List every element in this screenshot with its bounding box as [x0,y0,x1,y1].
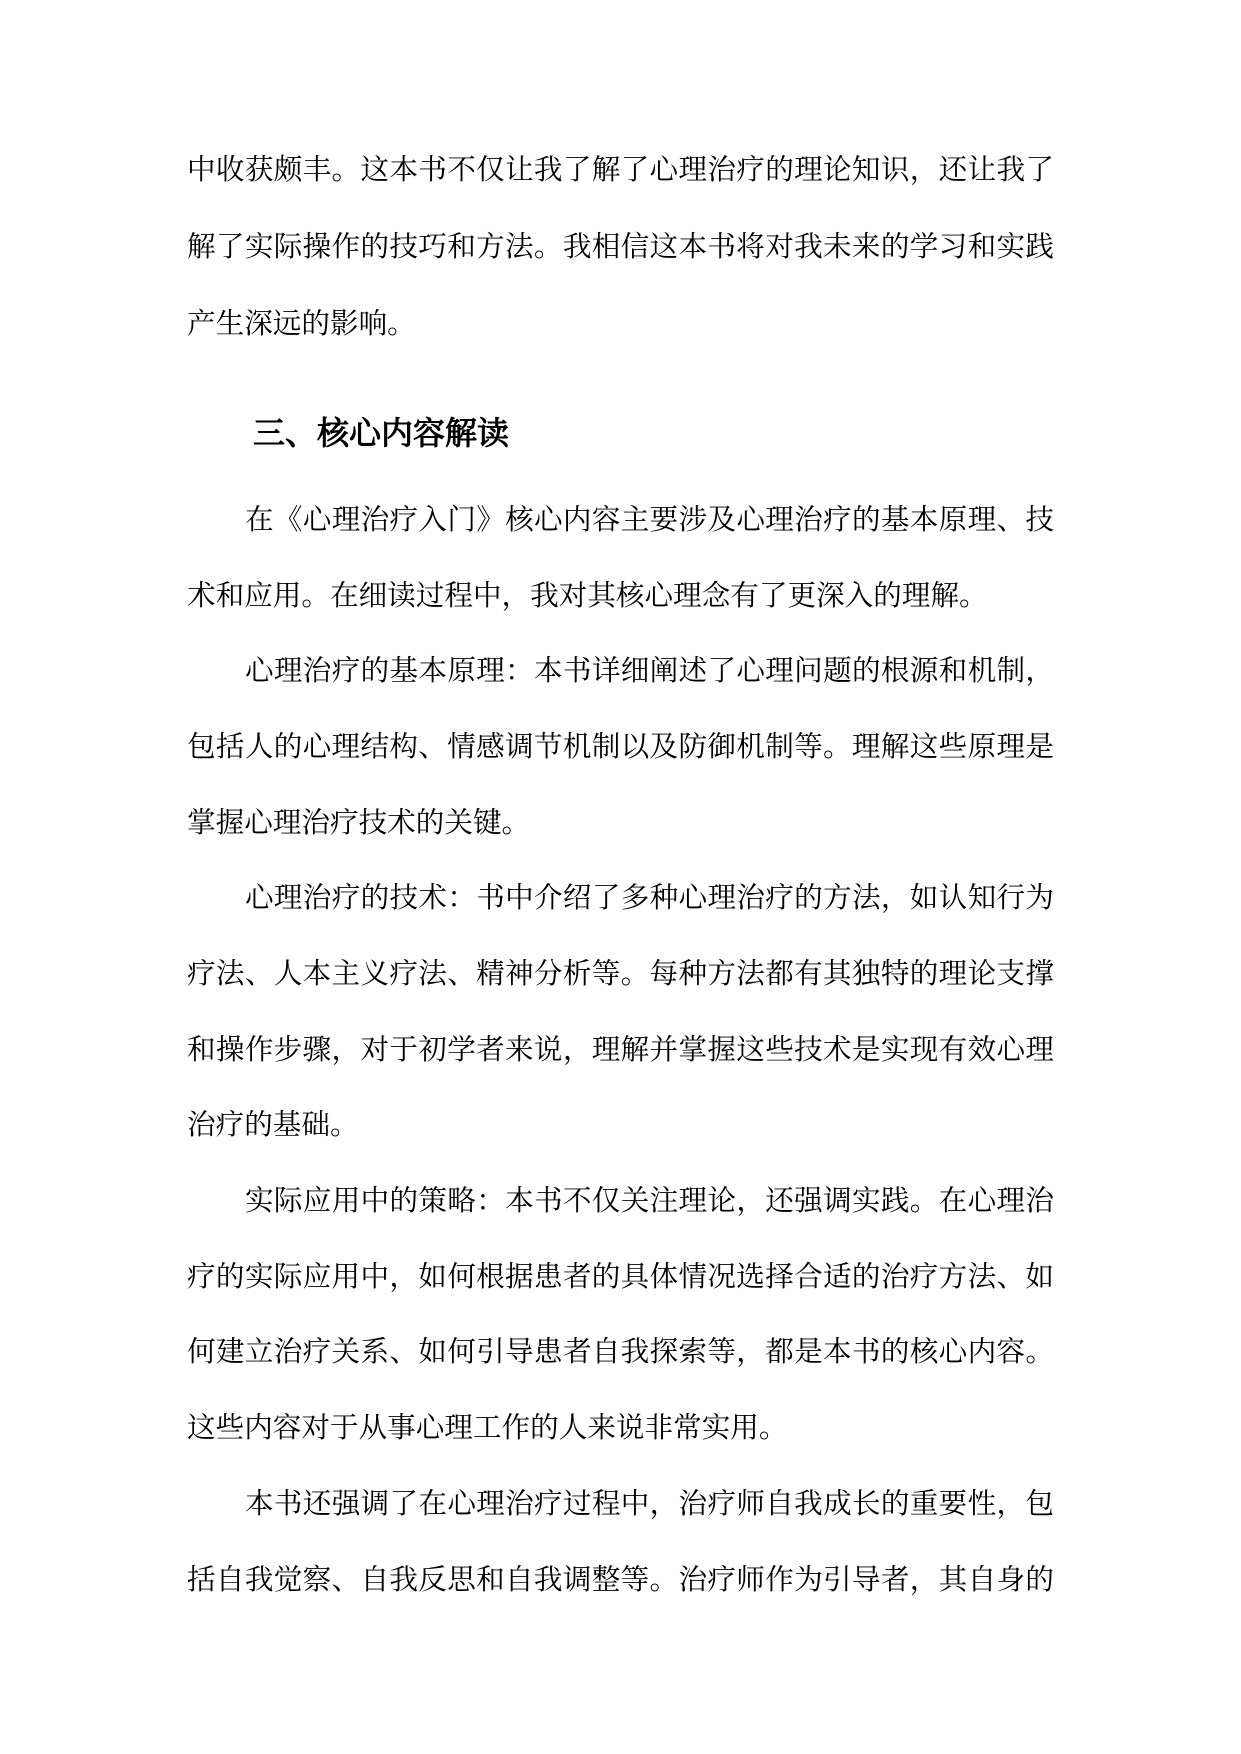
body-text-line: 治疗的基础。 [187,1107,359,1141]
body-text-line: 这些内容对于从事心理工作的人来说非常实用。 [187,1410,788,1444]
body-text-line: 在《心理治疗入门》核心内容主要涉及心理治疗的基本原理、技 [245,502,1054,536]
body-text-line: 产生深远的影响。 [187,306,416,340]
body-text-line: 解了实际操作的技巧和方法。我相信这本书将对我未来的学习和实践 [187,229,1054,263]
body-text-line: 括自我觉察、自我反思和自我调整等。治疗师作为引导者，其自身的 [187,1562,1054,1596]
body-text-line: 实际应用中的策略：本书不仅关注理论，还强调实践。在心理治 [245,1183,1054,1217]
body-text-line: 心理治疗的技术：书中介绍了多种心理治疗的方法，如认知行为 [245,880,1054,914]
body-text-line: 疗的实际应用中，如何根据患者的具体情况选择合适的治疗方法、如 [187,1259,1054,1293]
body-text-line: 术和应用。在细读过程中，我对其核心理念有了更深入的理解。 [187,578,988,612]
section-heading: 三、核心内容解读 [253,414,510,452]
body-text-line: 疗法、人本主义疗法、精神分析等。每种方法都有其独特的理论支撑 [187,956,1054,990]
body-text-line: 和操作步骤，对于初学者来说，理解并掌握这些技术是实现有效心理 [187,1032,1054,1066]
body-text-line: 何建立治疗关系、如何引导患者自我探索等，都是本书的核心内容。 [187,1334,1054,1368]
body-text-line: 心理治疗的基本原理：本书详细阐述了心理问题的根源和机制， [245,653,1054,687]
body-text-line: 中收获颇丰。这本书不仅让我了解了心理治疗的理论知识，还让我了 [187,152,1054,186]
body-text-line: 掌握心理治疗技术的关键。 [187,805,531,839]
body-text-line: 本书还强调了在心理治疗过程中，治疗师自我成长的重要性，包 [245,1486,1054,1520]
body-text-line: 包括人的心理结构、情感调节机制以及防御机制等。理解这些原理是 [187,729,1054,763]
